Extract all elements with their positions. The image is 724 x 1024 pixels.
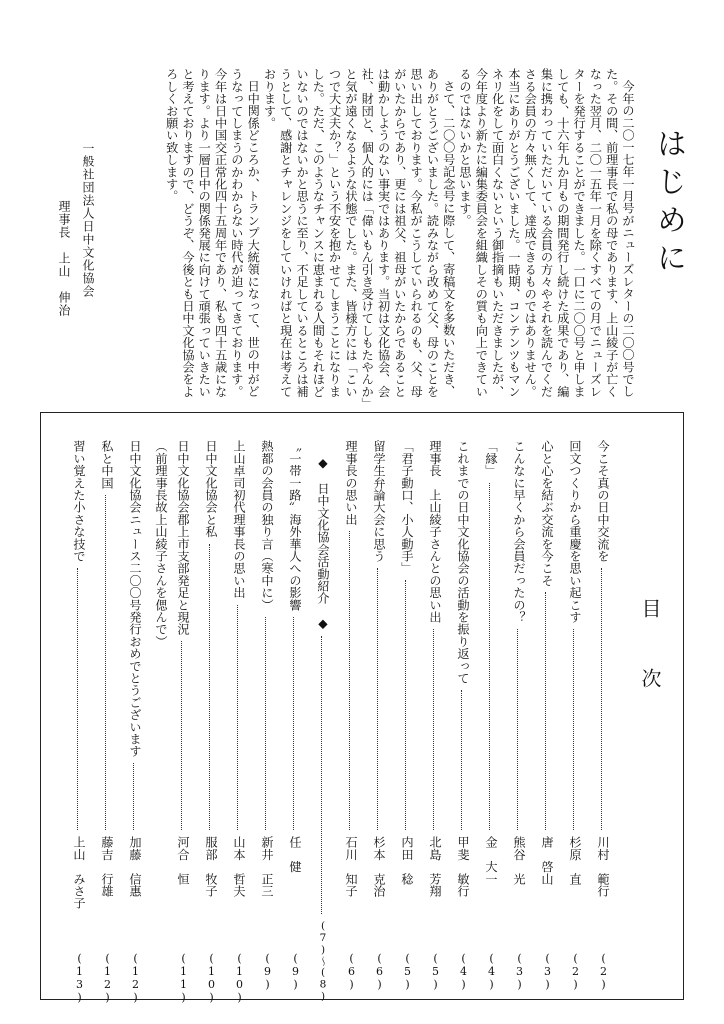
toc-entry-title: これまでの日中文化協会の活動を振り返って	[456, 440, 470, 684]
toc-entry-author: 加藤 信惠	[128, 836, 142, 897]
toc-entry-title: 理事長の思い出	[344, 440, 358, 526]
toc-entry[interactable]	[484, 440, 504, 991]
toc-entry[interactable]	[540, 440, 560, 991]
toc-dot-leader	[293, 617, 294, 830]
toc-entry-author: 上山 みさ子	[72, 836, 86, 910]
toc-dot-leader	[77, 568, 78, 830]
toc-title-first-char: 目	[638, 598, 662, 618]
toc-entry[interactable]	[400, 440, 420, 991]
toc-entry-author: 新井 正三	[260, 836, 274, 897]
toc-entry-page: (13)	[73, 952, 86, 1004]
toc-entry-title: 習い覚えた小さな技で	[72, 440, 86, 562]
toc-entry[interactable]	[72, 440, 92, 1004]
toc-entry-author: 唐 啓山	[540, 836, 554, 885]
toc-entry-title: 「縁」	[484, 440, 498, 477]
toc-entry-author: 甲斐 敏行	[456, 836, 470, 897]
toc-entry-title: 日中文化協会と私	[204, 440, 218, 538]
toc-entry-page: (3)	[541, 952, 554, 991]
toc-entry-title: 上山卓司初代理事長の思い出	[232, 440, 246, 599]
toc-dot-leader	[545, 592, 546, 830]
toc-entry-page: (3)	[513, 952, 526, 991]
toc-entry-title: （前理事長故上山綾子さんを偲んで）	[154, 440, 168, 648]
toc-dot-leader	[601, 568, 602, 830]
toc-entry[interactable]	[428, 440, 448, 991]
toc-entry-title: 〝一帯一路〟海外華人への影響	[288, 440, 302, 611]
toc-dot-leader	[265, 617, 266, 830]
toc-entry[interactable]	[204, 440, 224, 1004]
toc-entry-page: (12)	[129, 952, 142, 1004]
toc-entry-page: (9)	[261, 952, 274, 991]
toc-dot-leader	[489, 483, 490, 830]
toc-entry-page: (4)	[457, 952, 470, 991]
toc-entry-page: (10)	[205, 952, 218, 1004]
toc-dot-leader	[461, 690, 462, 830]
intro-paragraph-1: 今年の二〇一七年一月号がニューズレターの二〇〇号でした。その間、前理事長で私の母であります、上山綾子が亡くなった翌月、二〇一五年一月を除くすべての月でニューズレターを発行することができました。一口に二〇〇号と申しましても、十六年九か月もの期間発行し続けた成果であり、編集に携わっていただいている会員の方々やそれを読んでくださる会員の方々無くして、達成できるものではありません。本当にありがとうございました。一時期、コンテンツもマンネリ化をして面白くないという御指摘もいただきましたが、今年度より新たに編集委員会を組織しその質も向上できているのではないかと思います。	[458, 68, 635, 398]
toc-entry-title: こんなに早くから会員だったの？	[512, 440, 526, 623]
toc-dot-leader	[573, 629, 574, 830]
toc-dot-leader	[209, 544, 210, 830]
signature-organization: 一般社団法人日中文化協会	[81, 142, 95, 298]
toc-entry-subtitle[interactable]	[154, 440, 174, 980]
toc-entry-author: 山本 哲夫	[232, 836, 246, 897]
toc-entry-page: (5)	[401, 952, 414, 991]
toc-entry-page: (2)	[569, 952, 582, 991]
toc-dot-leader	[517, 629, 518, 830]
toc-entry-page: (7)～(8)	[317, 920, 329, 1003]
toc-entry[interactable]	[596, 440, 616, 991]
toc-dot-leader	[181, 641, 182, 830]
toc-entry-title: 熱都の会員の独り言（寒中に）	[260, 440, 274, 611]
toc-entry-author: 杉本 克治	[372, 836, 386, 897]
page-title: はじめに	[651, 128, 686, 280]
toc-entry[interactable]	[316, 440, 336, 1003]
toc-entry-title: 日中文化協会ニュース二〇〇号発行おめでとうございます	[128, 440, 142, 758]
toc-entry[interactable]	[176, 440, 196, 1004]
intro-body	[163, 68, 636, 408]
toc-entry[interactable]	[568, 440, 588, 991]
toc-entry-page: (4)	[485, 952, 498, 991]
toc-entry-author: 服部 牧子	[204, 836, 218, 897]
toc-entry-author: 石川 知子	[344, 836, 358, 897]
toc-entry[interactable]	[372, 440, 392, 991]
toc-entry[interactable]	[100, 440, 120, 1004]
toc-entry-author: 川村 範行	[596, 836, 610, 897]
toc-dot-leader	[321, 636, 322, 914]
toc-dot-leader	[377, 568, 378, 830]
toc-entry-title: 留学生弁論大会に思う	[372, 440, 386, 562]
toc-entry-author: 任 健	[288, 836, 302, 873]
toc-dot-leader	[433, 629, 434, 830]
signature-name: 理事長 上山 伸治	[57, 200, 71, 317]
toc-entry-author: 杉原 直	[568, 836, 582, 885]
toc-dot-leader	[237, 605, 238, 830]
intro-paragraph-3: 日中関係どころか、トランプ大統領になって、世の中がどうなってしまうのかわからない時代が迫ってきております。今年は日中国交正常化四十五周年であり、私も四十五歳になります。より一層日中の関係発展に向けて頑張っていきたいと考えておりますので、どうぞ、今後とも日中文化協会をよろしくお願い致します。	[164, 68, 261, 398]
toc-entry-title: 理事長 上山綾子さんとの思い出	[428, 440, 442, 623]
toc-entry-author: 金 大一	[484, 836, 498, 885]
toc-entry[interactable]	[512, 440, 532, 991]
toc-dot-leader	[405, 580, 406, 830]
toc-dot-leader	[105, 495, 106, 830]
toc-entry-title: 回文つくりから重慶を思い起こす	[568, 440, 582, 623]
toc-title-second-char: 次	[638, 668, 662, 688]
toc-entry[interactable]	[456, 440, 476, 991]
toc-entry-page: (10)	[233, 952, 246, 1004]
toc-entry-title: 「君子動口、小人動手」	[400, 440, 414, 575]
toc-entry-author: 北島 芳翔	[428, 836, 442, 897]
toc-entry[interactable]	[260, 440, 280, 991]
toc-entry-page: (6)	[373, 952, 386, 991]
intro-paragraph-2: さて、二〇〇号記念号に際して、寄稿文を多数いただき、ありがとうございました。読みながら改めて父、母のことを思い出しております。今私がこうしていられるのも、父、母がいたからであり、更には祖父、祖母がいたからであることは動かしようのない事実ではあります。当初は文化協会、会社、財団と、個人的には「偉いもん引き受けてしもたやんか」と気が遠くなるような状態でした。また、皆様方には「こいつで大丈夫か？」という不安を抱かせてしまうことになりました。ただ、このようなチャンスに恵まれる人間もそれほどいないのではないかと思うに至り、不足しているところは補うとして、感謝とチャレンジをしていければと現在は考えております。	[262, 68, 456, 404]
toc-entry-title: 今こそ真の日中交流を	[596, 440, 610, 562]
toc-entry-page: (6)	[345, 952, 358, 991]
toc-entry-title: ◆ 日中文化協会活動紹介 ◆	[316, 456, 330, 631]
toc-entry-title: 日中文化協会郡上市支部発足と現況	[176, 440, 190, 636]
toc-entry-page: (2)	[597, 952, 610, 991]
toc-entry-author: 藤吉 行雄	[100, 836, 114, 897]
toc-entry-author: 熊谷 光	[512, 836, 526, 885]
toc-entry-author: 河合 恒	[176, 836, 190, 885]
toc-entry[interactable]	[288, 440, 308, 991]
toc-entry[interactable]	[232, 440, 252, 1004]
toc-dot-leader	[349, 531, 350, 830]
toc-entry-title: 心と心を結ぶ交流を今こそ	[540, 440, 554, 587]
toc-entry-page: (12)	[101, 952, 114, 1004]
toc-entry-page: (11)	[177, 952, 190, 1004]
toc-entry-title: 私と中国	[100, 440, 114, 489]
toc-dot-leader	[133, 763, 134, 830]
toc-entry-author: 内田 稔	[400, 836, 414, 885]
toc-entry-page: (9)	[289, 952, 302, 991]
toc-entry-page: (5)	[429, 952, 442, 991]
toc-entry[interactable]	[128, 440, 148, 1004]
toc-entry[interactable]	[344, 440, 364, 991]
